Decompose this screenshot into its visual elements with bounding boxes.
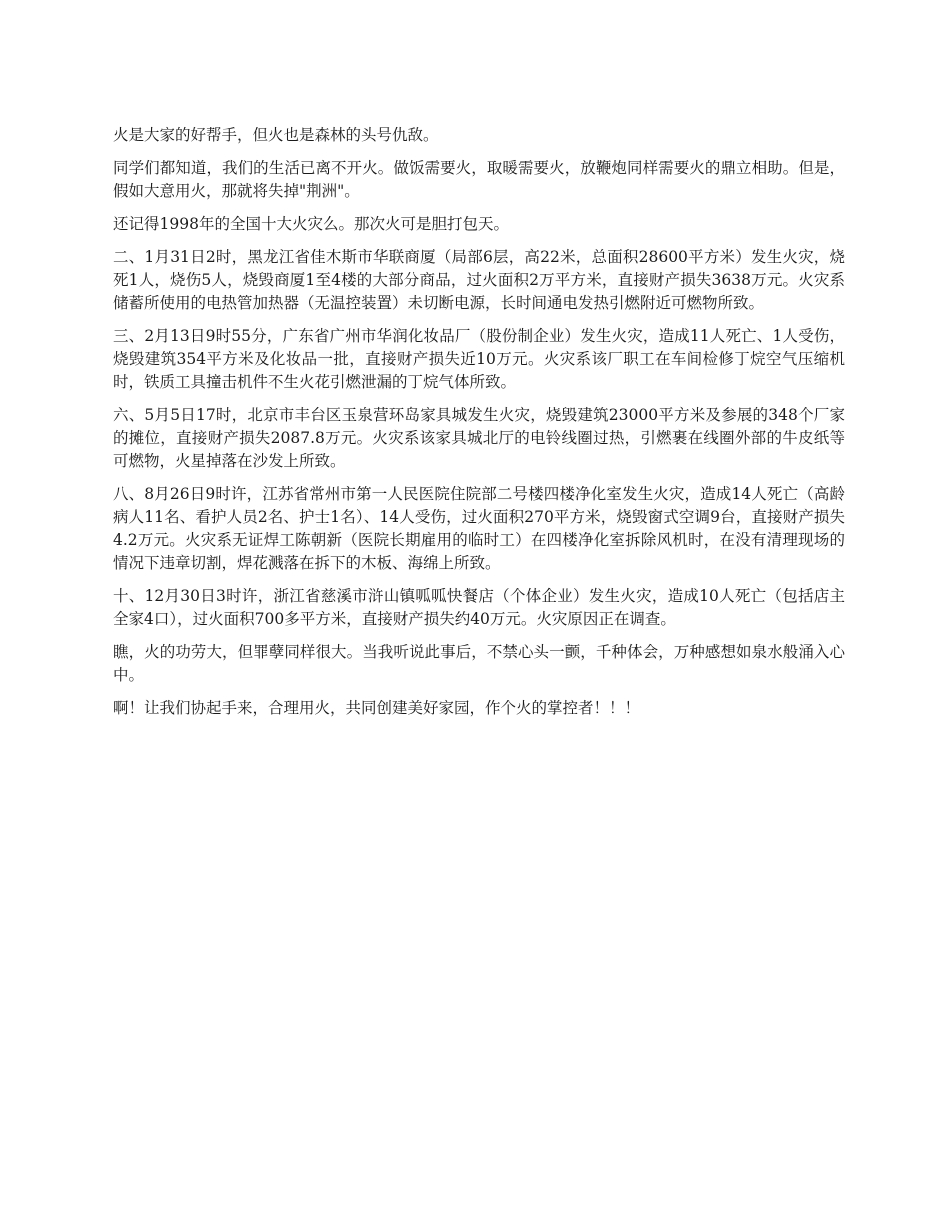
- paragraph-intro: 火是大家的好帮手，但火也是森林的头号仇敌。: [113, 126, 439, 144]
- paragraph-fire-case-2: 二、1月31日2时，黑龙江省佳木斯市华联商厦（局部6层，高22米，总面积28600平方米）发生火灾，烧死1人，烧伤5人，烧毁商厦1至4楼的大部分商品，过火面积2万平方米，直接财产损失3638万元。火灾系储蓄所使用的电热管加热器（无温控装置）未切断电源，长时间通电发热引燃附近可燃物所致。: [113, 248, 845, 312]
- paragraph-fire-case-8: 八、8月26日9时许，江苏省常州市第一人民医院住院部二号楼四楼净化室发生火灾，造成14人死亡（高龄病人11名、看护人员2名、护士1名）、14人受伤，过火面积270平方米，烧毁窗式空调9台，直接财产损失4.2万元。火灾系无证焊工陈朝新（医院长期雇用的临时工）在四楼净化室拆除风机时，在没有清理现场的情况下违章切割，焊花溅落在拆下的木板、海绵上所致。: [113, 485, 845, 572]
- paragraph-conclusion: 啊！让我们协起手来，合理用火，共同创建美好家园，作个火的掌控者！！！: [113, 699, 641, 717]
- paragraph-fire-importance: 同学们都知道，我们的生活已离不开火。做饭需要火，取暖需要火，放鞭炮同样需要火的鼎立相助。但是，假如大意用火，那就将失掉"荆洲"。: [113, 159, 845, 200]
- paragraph-fire-case-3: 三、2月13日9时55分，广东省广州市华润化妆品厂（股份制企业）发生火灾，造成11人死亡、1人受伤，烧毁建筑354平方米及化妆品一批，直接财产损失近10万元。火灾系该厂职工在车间检修丁烷空气压缩机时，铁质工具撞击机件不生火花引燃泄漏的丁烷气体所致。: [113, 327, 845, 391]
- paragraph-1998-fires: 还记得1998年的全国十大火灾么。那次火可是胆打包天。: [113, 215, 509, 233]
- paragraph-fire-case-6: 六、5月5日17时，北京市丰台区玉泉营环岛家具城发生火灾，烧毁建筑23000平方米及参展的348个厂家的摊位，直接财产损失2087.8万元。火灾系该家具城北厅的电铃线圈过热，引燃裹在线圈外部的牛皮纸等可燃物，火星掉落在沙发上所致。: [113, 406, 845, 470]
- paragraph-fire-case-10: 十、12月30日3时许，浙江省慈溪市浒山镇呱呱快餐店（个体企业）发生火灾，造成10人死亡（包括店主全家4口），过火面积700多平方米，直接财产损失约40万元。火灾原因正在调查。: [113, 587, 845, 628]
- document-body: [113, 124, 845, 730]
- paragraph-reflection: 瞧，火的功劳大，但罪孽同样很大。当我听说此事后，不禁心头一颤，千种体会，万种感想如泉水般涌入心中。: [113, 643, 845, 684]
